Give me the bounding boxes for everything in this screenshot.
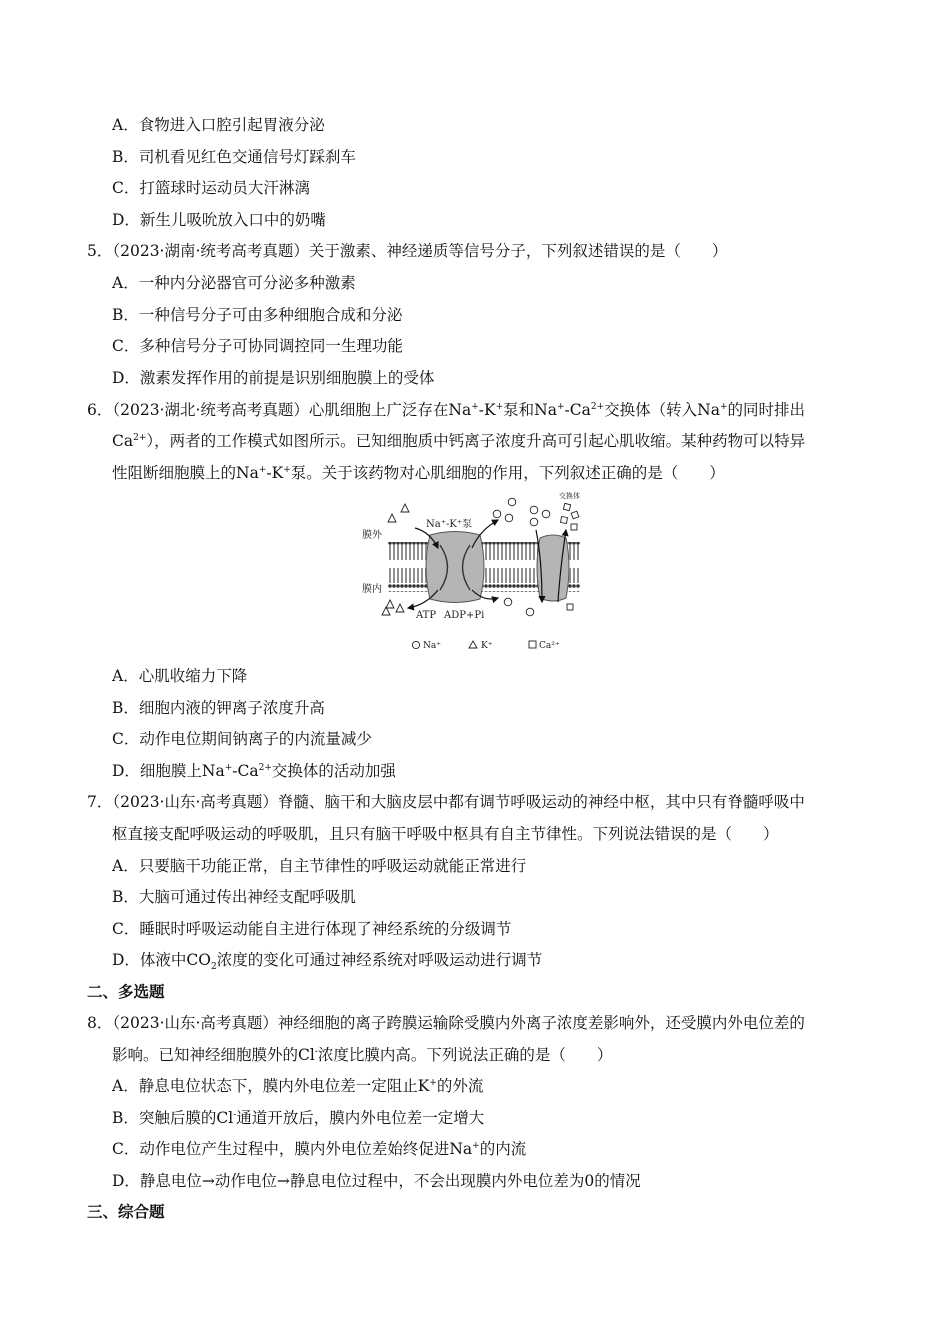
q5-option-d: D．激素发挥作用的前提是识别细胞膜上的受体 [112, 369, 435, 387]
label-outside: 膜外 [362, 530, 382, 541]
q7-option-c: C．睡眠时呼吸运动能自主进行体现了神经系统的分级调节 [112, 920, 512, 938]
section-comprehensive-heading: 三、综合题 [87, 1203, 165, 1221]
legend-ca: Ca²⁺ [539, 641, 560, 651]
q7-option-b: B．大脑可通过传出神经支配呼吸肌 [112, 888, 356, 906]
legend-k: K⁺ [481, 641, 493, 651]
label-exchanger: 交换体 [559, 492, 580, 500]
q6-stem-line1: 6．（2023·湖北·统考高考真题）心肌细胞上广泛存在Na+-K+泵和$Na^+-Ca^{2+}$交换体（转入Na+的同时排出 [87, 401, 805, 419]
q8-stem-line2: 影响。已知神经细胞膜外的Cl-浓度比膜内高。下列说法正确的是（ ） [112, 1046, 613, 1064]
q5-option-b: B．一种信号分子可由多种细胞合成和分泌 [112, 306, 403, 324]
q4-option-c: C．打篮球时运动员大汗淋漓 [112, 179, 310, 197]
section-multiple-choice-heading: 二、多选题 [87, 983, 165, 1001]
q6-option-d: D．细胞膜上$Na^+-Ca^{2+}$交换体的活动加强 [112, 762, 396, 780]
q6-option-a: A．心肌收缩力下降 [112, 667, 248, 685]
label-atp: ATP [416, 610, 437, 621]
q8-option-c: C．动作电位产生过程中，膜内外电位差始终促进Na+的内流 [112, 1140, 527, 1158]
q7-option-d: D．体液中$CO_2$浓度的变化可通过神经系统对呼吸运动进行调节 [112, 951, 543, 973]
label-adp: ADP+Pi [444, 610, 485, 621]
q5-option-c: C．多种信号分子可协同调控同一生理功能 [112, 337, 403, 355]
label-inside: 膜内 [362, 584, 382, 595]
q6-stem-line3: 性阻断细胞膜上的Na+-K+泵。关于该药物对心肌细胞的作用，下列叙述正确的是（ ） [112, 464, 725, 482]
q5-option-a: A．一种内分泌器官可分泌多种激素 [112, 274, 356, 292]
label-pump: Na⁺-K⁺泵 [426, 519, 473, 530]
q5-stem: 5．（2023·湖南·统考高考真题）关于激素、神经递质等信号分子，下列叙述错误的是（ ） [87, 242, 728, 260]
q4-option-b: B．司机看见红色交通信号灯踩刹车 [112, 148, 356, 166]
q6-stem-line2: $Ca^{2+}$），两者的工作模式如图所示。已知细胞质中钙离子浓度升高可引起心肌收缩。某种药物可以特异 [112, 432, 806, 450]
q7-stem-line2: 枢直接支配呼吸运动的呼吸肌，且只有脑干呼吸中枢具有自主节律性。下列说法错误的是（ ） [112, 825, 779, 843]
q6-option-c: C．动作电位期间钠离子的内流量减少 [112, 730, 372, 748]
q4-option-a: A．食物进入口腔引起胃液分泌 [112, 116, 325, 134]
legend-na: Na⁺ [423, 641, 441, 651]
q7-stem-line1: 7．（2023·山东·高考真题）脊髓、脑干和大脑皮层中都有调节呼吸运动的神经中枢，其中只有脊髓呼吸中 [87, 793, 805, 811]
q6-option-b: B．细胞内液的钾离子浓度升高 [112, 699, 325, 717]
q4-option-d: D．新生儿吸吮放入口中的奶嘴 [112, 211, 326, 229]
q8-option-a: A．静息电位状态下，膜内外电位差一定阻止K+的外流 [112, 1077, 484, 1095]
q7-option-a: A．只要脑干功能正常，自主节律性的呼吸运动就能正常进行 [112, 857, 527, 875]
q8-stem-line1: 8．（2023·山东·高考真题）神经细胞的离子跨膜运输除受膜内外离子浓度差影响外，还受膜内外电位差的 [87, 1014, 805, 1032]
membrane-transport-figure [360, 490, 585, 652]
q8-option-b: B．突触后膜的Cl-通道开放后，膜内外电位差一定增大 [112, 1109, 485, 1127]
q8-option-d: D．静息电位→动作电位→静息电位过程中，不会出现膜内外电位差为0的情况 [112, 1172, 641, 1190]
